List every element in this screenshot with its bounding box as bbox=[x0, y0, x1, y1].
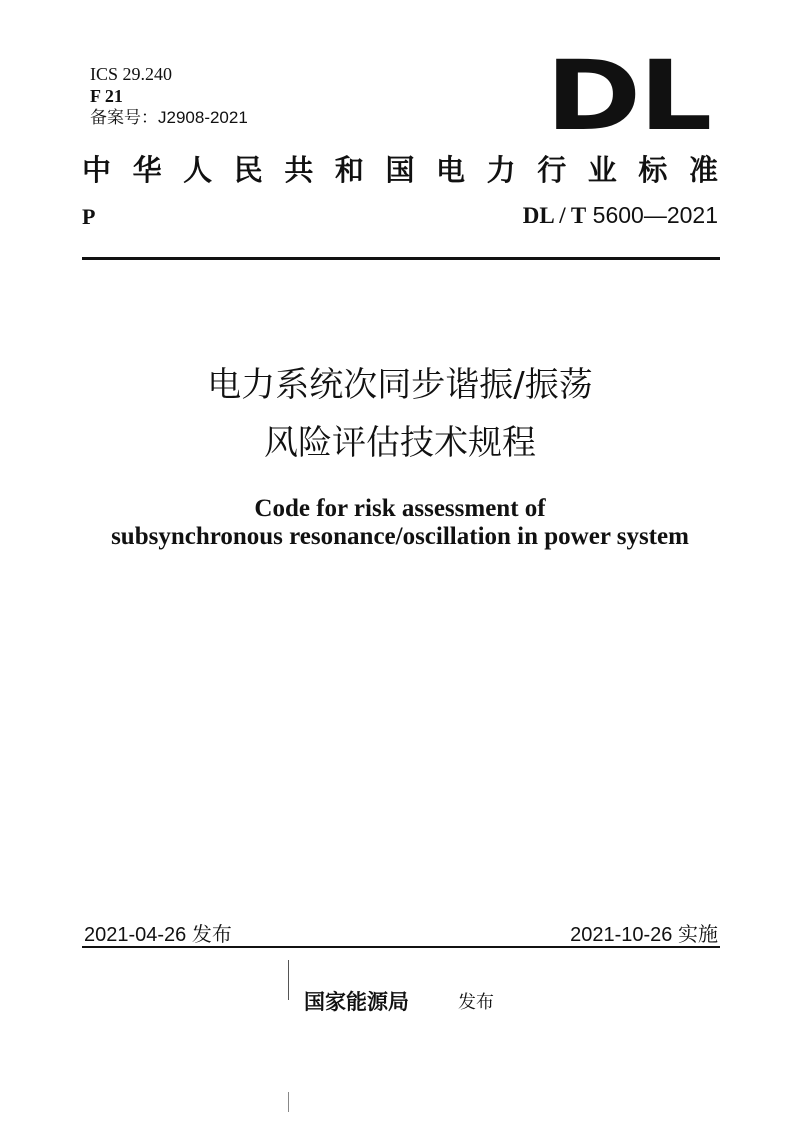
heading-char: 华 bbox=[132, 153, 162, 187]
publisher-action: 发布 bbox=[458, 992, 494, 1013]
title-cn-line2: 风险评估技术规程 bbox=[264, 423, 536, 463]
issue-date-value: 2021-04-26 bbox=[84, 924, 187, 946]
heading-char: 民 bbox=[233, 153, 263, 187]
implement-date-value: 2021-10-26 bbox=[570, 924, 673, 946]
heading-char: 准 bbox=[688, 153, 718, 187]
heading-char: 电 bbox=[436, 153, 466, 187]
heading-char: 国 bbox=[385, 153, 415, 187]
industry-standard-heading bbox=[82, 150, 718, 190]
footer-divider bbox=[82, 946, 720, 948]
heading-char: 行 bbox=[537, 153, 567, 187]
heading-char: 标 bbox=[638, 153, 668, 187]
ics-code: ICS 29.240 bbox=[90, 64, 173, 84]
heading-char: 业 bbox=[587, 153, 617, 187]
category-letter: P bbox=[82, 204, 96, 229]
record-number: 备案号：J2908-2021 bbox=[90, 108, 248, 127]
document-meta bbox=[90, 63, 248, 129]
implement-date bbox=[570, 918, 718, 947]
heading-char: 人 bbox=[183, 153, 213, 187]
dl-logo: DL bbox=[545, 40, 710, 152]
standard-prefix: DL / T bbox=[522, 203, 587, 228]
vertical-mark-lower bbox=[288, 1092, 289, 1112]
standard-number-value: 5600—2021 bbox=[586, 202, 718, 228]
heading-char: 中 bbox=[82, 153, 112, 187]
publisher-name: 国家能源局 bbox=[304, 990, 409, 1014]
title-en-line2: subsynchronous resonance/oscillation in power system bbox=[111, 523, 689, 550]
standard-number bbox=[523, 202, 718, 229]
vertical-mark bbox=[288, 960, 289, 1000]
issue-date bbox=[84, 918, 232, 947]
heading-char: 力 bbox=[486, 153, 516, 187]
title-en-line1: Code for risk assessment of bbox=[254, 495, 546, 522]
heading-char: 共 bbox=[284, 153, 314, 187]
title-cn-line1: 电力系统次同步谐振/振荡 bbox=[207, 365, 593, 405]
issue-label: 发布 bbox=[191, 922, 232, 946]
implement-label: 实施 bbox=[678, 922, 718, 946]
classification-code: F 21 bbox=[90, 86, 123, 106]
header-divider bbox=[82, 257, 720, 260]
heading-char: 和 bbox=[334, 153, 364, 187]
